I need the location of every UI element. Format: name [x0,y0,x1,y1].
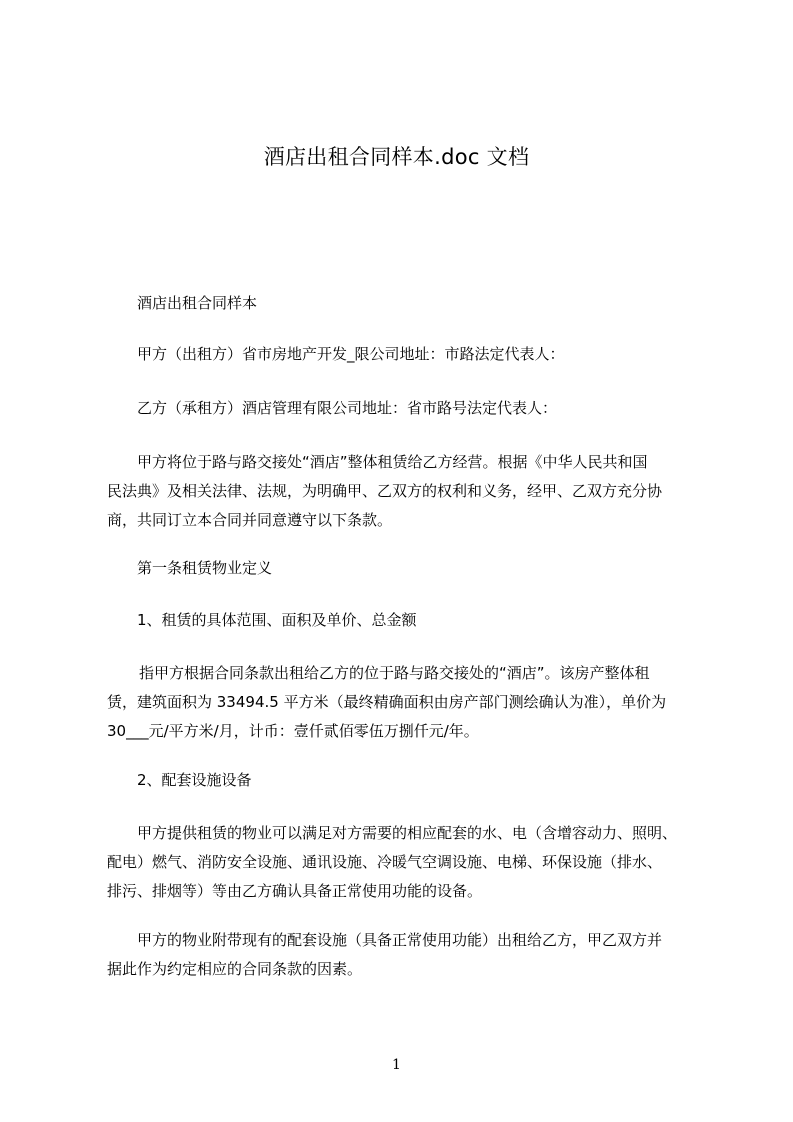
section-1-heading [137,606,417,635]
text-line: 据此作为约定相应的合同条款的因素。 [107,960,363,978]
text-line: 甲方的物业附带现有的配套设施（具备正常使用功能）出租给乙方，甲乙双方并 [137,931,663,949]
section-2-heading [137,766,252,795]
text-line: 甲方将位于路与路交接处“酒店”整体租赁给乙方经营。根据《中华人民共和国 [137,453,648,471]
paragraph-party-a [137,340,565,369]
page-number: 1 [392,1057,401,1073]
text-line: 甲方（出租方）省市房地产开发_限公司地址：市路法定代表人： [137,345,565,363]
paragraph-contract-heading [137,289,257,318]
text-line: 乙方（承租方）酒店管理有限公司地址：省市路号法定代表人： [137,399,558,417]
paragraph-lease-scope [107,659,666,746]
text-line: 民法典》及相关法律、法规，为明确甲、乙双方的权利和义务，经甲、乙双方充分协 [107,482,663,500]
article-1-heading [137,554,272,583]
text-line: 甲方提供租赁的物业可以满足对方需要的相应配套的水、电（含增容动力、照明、 [137,824,678,842]
paragraph-facilities-terms [107,926,662,984]
text-line: 1、租赁的具体范围、面积及单价、总金额 [137,611,417,629]
text-line: 指甲方根据合同条款出租给乙方的位于路与路交接处的“酒店”。该房产整体租 [139,664,650,682]
paragraph-preamble [107,448,662,535]
text-line: 赁，建筑面积为 33494.5 平方米（最终精确面积由房产部门测绘确认为准），单价为 [107,693,667,711]
text-line: 2、配套设施设备 [137,771,252,789]
document-title: 酒店出租合同样本.doc 文档 [263,145,530,169]
text-line: 第一条租赁物业定义 [137,559,273,577]
paragraph-facilities [107,819,677,906]
text-line: 30___元/平方米/月，计币：壹仟贰佰零伍万捌仟元/年。 [107,722,479,740]
text-line: 酒店出租合同样本 [137,294,258,312]
text-line: 排污、排烟等）等由乙方确认具备正常使用功能的设备。 [107,882,483,900]
paragraph-party-b [137,394,557,423]
text-line: 配电）燃气、消防安全设施、通讯设施、冷暖气空调设施、电梯、环保设施（排水、 [107,853,663,871]
text-line: 商，共同订立本合同并同意遵守以下条款。 [107,511,393,529]
